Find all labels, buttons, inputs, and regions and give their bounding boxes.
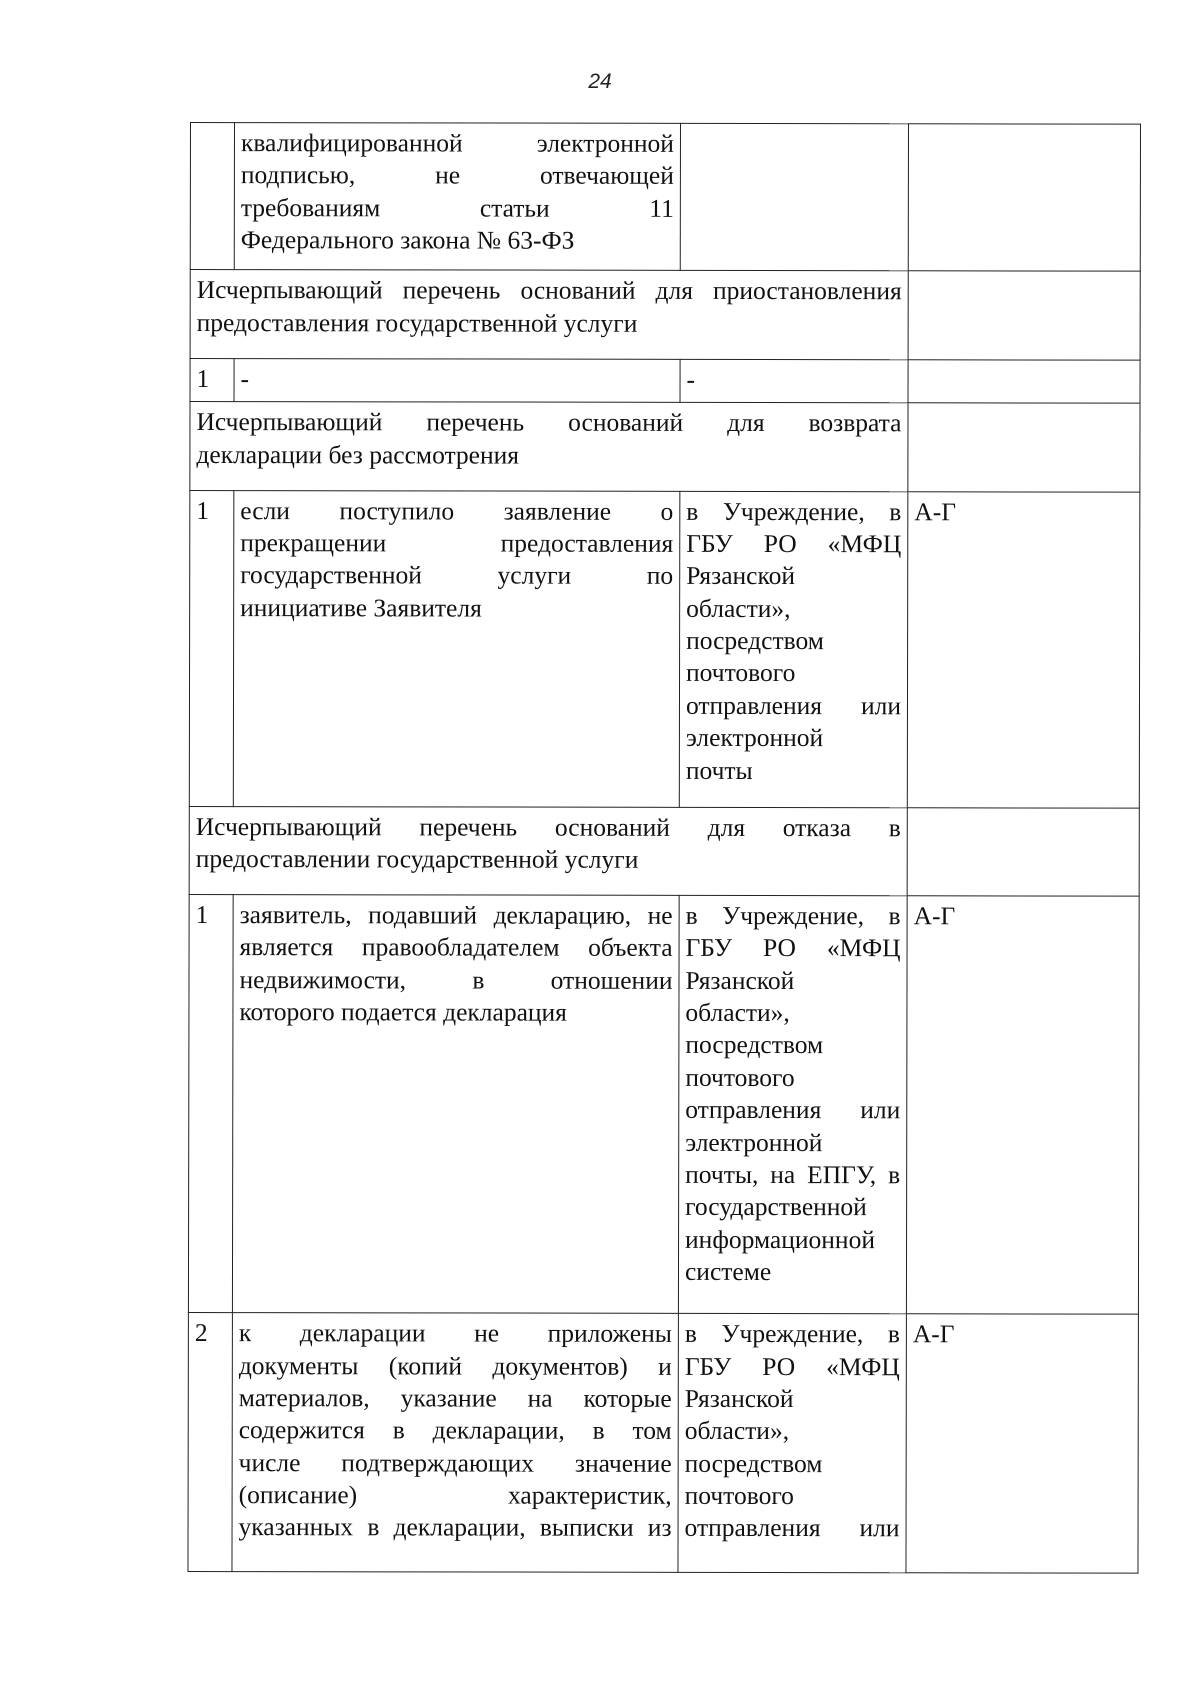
text-line: если поступило заявление о <box>240 495 674 526</box>
text-line: ГБУ РО «МФЦ <box>684 1351 900 1381</box>
cell-reason <box>232 1313 678 1573</box>
cell-code <box>908 403 1140 492</box>
text-line: является правообладателем объекта <box>239 932 673 963</box>
section-header-return <box>190 402 1140 492</box>
cell-where: - <box>680 359 908 403</box>
section-header-suspend <box>190 270 1140 360</box>
text-line: числе подтверждающих значение <box>238 1447 672 1478</box>
text-line: Исчерпывающий перечень оснований для приостановления <box>196 275 902 306</box>
text-line: документы (копий документов) и <box>238 1350 672 1381</box>
text-line: прекращении предоставления <box>240 528 674 558</box>
cell-num: 2 <box>188 1313 232 1572</box>
text-line: области», <box>685 997 790 1028</box>
text-line: недвижимости, в отношении <box>239 964 673 995</box>
table-row <box>188 894 1139 1314</box>
cell-code: А-Г <box>907 491 1140 807</box>
text-line: Исчерпывающий перечень оснований для возврата <box>196 407 902 438</box>
text-line: Рязанской <box>684 1383 794 1413</box>
cell-where <box>678 895 907 1314</box>
text-line: посредством <box>684 1448 823 1478</box>
cell-code: А-Г <box>906 1314 1138 1573</box>
text-line: отправления или <box>685 690 902 721</box>
table-row-continuation <box>190 123 1140 272</box>
text-line: подписью, не отвечающей <box>240 160 674 191</box>
table-row <box>188 1313 1138 1574</box>
text-line: материалов, указание на которые <box>238 1382 672 1413</box>
cell-where <box>680 123 908 271</box>
cell-num: 1 <box>188 894 233 1312</box>
cell-reason <box>234 123 680 271</box>
text-line: указанных в декларации, выписки из <box>238 1512 672 1543</box>
text-line: Федерального закона № 63-ФЗ <box>240 225 575 255</box>
text-line: почтового <box>686 658 796 688</box>
text-line: государственной услуги по <box>240 560 674 591</box>
text-line: государственной <box>685 1192 867 1222</box>
text-line: инициативе Заявителя <box>240 592 482 623</box>
text-line: отправления или <box>684 1513 900 1543</box>
text-line: информационной <box>685 1224 876 1254</box>
cell-where <box>678 1313 906 1572</box>
text-line: декларации без рассмотрения <box>196 439 520 470</box>
text-line: посредством <box>686 625 824 656</box>
text-line: области», <box>684 1416 790 1446</box>
text-line: Рязанской <box>685 965 795 995</box>
cell-reason: - <box>234 358 680 402</box>
cell-reason <box>233 490 680 807</box>
text-line: электронной <box>685 723 824 753</box>
grounds-table <box>187 122 1141 1574</box>
text-line: электронной <box>685 1127 823 1157</box>
cell-where <box>679 491 908 807</box>
section-header-refuse <box>189 806 1139 896</box>
text-line: к декларации не приложены <box>238 1318 672 1348</box>
text-line: требованиям статьи 11 <box>240 192 674 223</box>
table-row <box>190 358 1140 403</box>
text-line: ГБУ РО «МФЦ <box>685 933 901 963</box>
text-line: почтового <box>685 1062 795 1092</box>
text-line: в Учреждение, в <box>686 496 902 526</box>
text-line: Рязанской <box>686 561 796 591</box>
cell-reason <box>232 895 679 1314</box>
text-line: предоставления государственной услуги <box>196 307 638 338</box>
text-line: посредством <box>685 1030 824 1060</box>
text-line: отправления или <box>685 1095 901 1125</box>
text-line: содержится в декларации, в том <box>238 1415 672 1446</box>
cell-num: 1 <box>190 358 234 402</box>
text-line: почты, на ЕПГУ, в <box>685 1159 901 1190</box>
section-title <box>190 270 908 360</box>
section-title <box>189 806 907 896</box>
section-title <box>190 402 908 492</box>
text-line: которого подается декларация <box>239 997 567 1027</box>
text-line: в Учреждение, в <box>685 900 901 931</box>
text-line: предоставлении государственной услуги <box>195 843 639 874</box>
text-line: почты <box>685 755 753 785</box>
text-line: Исчерпывающий перечень оснований для отказа в <box>195 811 901 842</box>
text-line: заявитель, подавший декларацию, не <box>239 900 673 930</box>
text-line: системе <box>684 1256 772 1287</box>
text-line: в Учреждение, в <box>684 1319 900 1349</box>
cell-num: 1 <box>189 490 234 806</box>
cell-code <box>908 271 1140 360</box>
cell-num <box>190 123 234 270</box>
cell-code <box>908 124 1140 272</box>
cell-code <box>908 359 1140 403</box>
text-line: почтового <box>684 1480 794 1511</box>
text-line: (описание) характеристик, <box>238 1480 672 1510</box>
text-line: квалифицированной электронной <box>240 128 674 158</box>
table-row <box>189 490 1140 808</box>
cell-code: А-Г <box>906 896 1139 1315</box>
text-line: ГБУ РО «МФЦ <box>686 528 902 559</box>
cell-code <box>907 807 1139 896</box>
page-number: 24 <box>588 70 612 93</box>
text-line: области», <box>686 593 791 623</box>
